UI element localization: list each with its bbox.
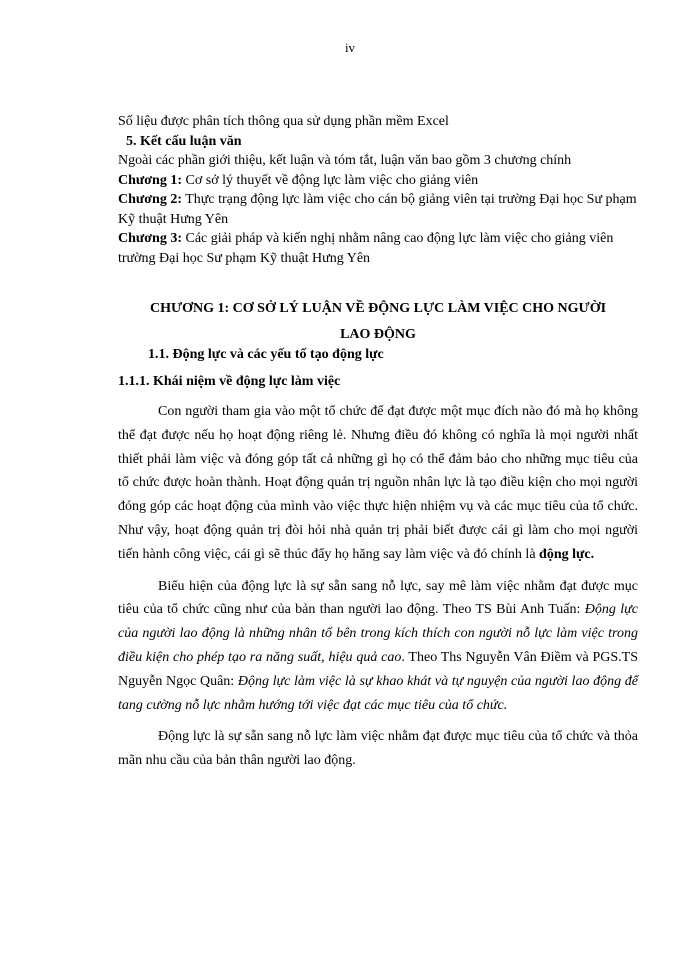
paragraph-1 [118,400,638,567]
paragraph-1-text: Con người tham gia vào một tổ chức để đạt được một mục đích nào đó mà họ không thể đạt được nếu họ hoạt động riêng lẻ. Nhưng điều đó không có nghĩa là mọi người nhất thiết phải làm việc và đóng góp tất cả những gì họ có thể đảm bảo cho những mục tiêu của tổ chức được hoàn thành. Hoạt động quản trị nguồn nhân lực là tạo điều kiện cho mọi người đóng góp các hoạt động của mình vào việc thực hiện nhiệm vụ và các mục tiêu của tổ chức. Như vậy, hoạt động quản trị đòi hỏi nhà quản trị phải biết được cái gì làm cho mọi người tiến hành công việc, cái gì sẽ thúc đẩy họ hăng say làm việc và đó chính là [118,404,638,562]
chapter-3-label: Chương 3: [118,231,182,246]
chapter-2-text: Thực trạng động lực làm việc cho cán bộ giảng viên tại trường Đại học Sư phạm Kỹ thuật Hưng Yên [118,192,637,227]
paragraph-1-bold: động lực. [539,546,595,562]
structure-intro: Ngoài các phần giới thiệu, kết luận và tóm tắt, luận văn bao gồm 3 chương chính [118,153,572,168]
section-1-1-1-heading: 1.1.1. Khái niệm về động lực làm việc [118,374,341,389]
body-text [118,400,638,781]
chapter-title-line-2: LAO ĐỘNG [340,327,416,342]
section-1-1-heading: 1.1. Động lực và các yếu tố tạo động lực [148,347,384,362]
paragraph-3: Động lực là sự sẵn sang nỗ lực làm việc nhằm đạt được mục tiêu của tổ chức và thỏa mãn nhu cầu của bản thân người lao động. [118,729,638,769]
intro-block [118,112,638,268]
paragraph-2-definition-2: Động lực làm việc là sự khao khát và tự nguyện của người lao động để tang cường nỗ lực nhằm hướng tới việc đạt các mục tiêu của tổ chức. [118,673,638,713]
analysis-line: Số liệu được phân tích thông qua sử dụng phần mềm Excel [118,114,449,129]
chapter-2-label: Chương 2: [118,192,182,207]
chapter-1-label: Chương 1: [118,172,182,188]
paragraph-2 [118,575,638,718]
chapter-1-text: Cơ sở lý thuyết về động lực làm việc cho giảng viên [182,172,479,188]
chapter-title [118,296,638,348]
chapter-1-summary [118,171,638,191]
paragraph-2-b: . Theo Ths Nguyễn Vân Điềm và PGS.TS Nguyễn Ngọc Quân: [118,649,638,689]
paragraph-2-a: Biểu hiện của động lực là sự sẵn sang nỗ lực, say mê làm việc nhằm đạt được mục tiêu của tổ chức cũng như của bản than người lao động. Theo TS Bùi Anh Tuấn: [118,578,638,618]
chapter-3-text: Các giải pháp và kiến nghị nhằm nâng cao động lực làm việc cho giảng viên trường Đại học Sư phạm Kỹ thuật Hưng Yên [118,231,614,266]
chapter-2-summary [118,190,638,229]
chapter-title-line-1: CHƯƠNG 1: CƠ SỞ LÝ LUẬN VỀ ĐỘNG LỰC LÀM VIỆC CHO NGƯỜI [149,301,607,316]
section-5-heading: 5. Kết cấu luận văn [126,133,242,149]
paragraph-2-definition-1: Động lực của người lao động là những nhân tố bên trong kích thích con người nỗ lực làm việc trong điều kiện cho phép tạo ra năng suất, hiệu quả cao [118,602,638,665]
page-number: iv [344,40,356,55]
chapter-3-summary [118,229,638,268]
